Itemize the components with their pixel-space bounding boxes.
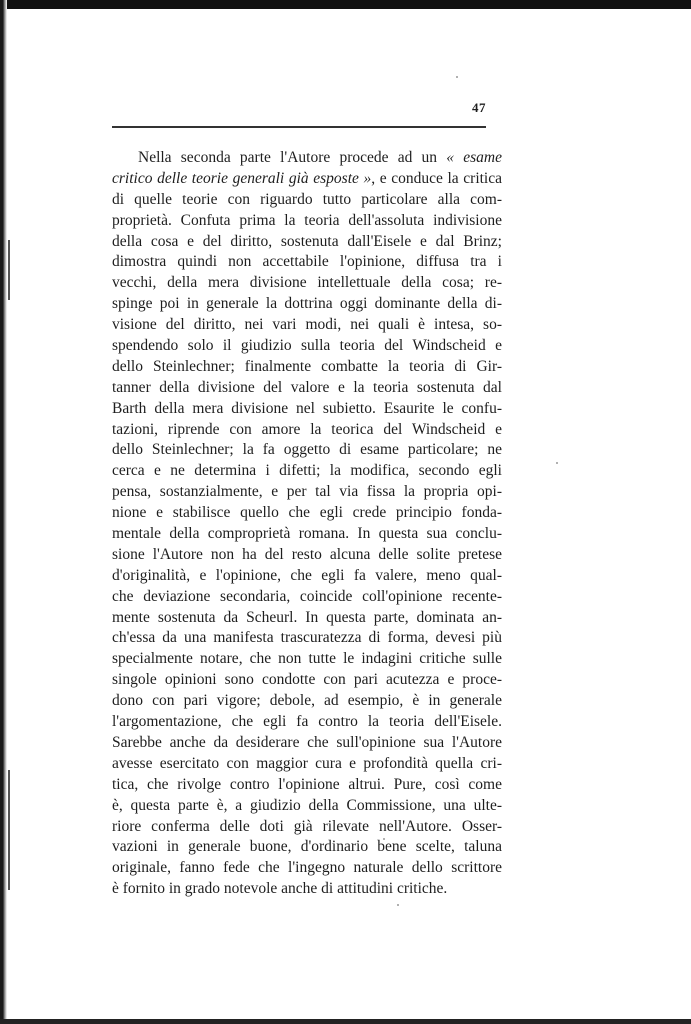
text-run: di quelle teorie con riguardo tutto particolare alla com- xyxy=(112,190,502,208)
text-line xyxy=(112,649,502,670)
text-run: Barth della mera divisione nel subietto. Esaurite le confu- xyxy=(112,399,502,417)
text-run: specialmente notare, che non tutte le indagini critiche sulle xyxy=(112,650,502,668)
text-line xyxy=(112,796,502,817)
text-run: Nella seconda parte l'Autore procede ad un xyxy=(138,149,447,166)
text-run: l'argomentazione, che egli fa contro la teoria dell'Eisele. xyxy=(112,713,502,731)
text-line xyxy=(112,775,502,796)
text-run: , e conduce la critica xyxy=(371,169,502,187)
text-line xyxy=(112,294,502,315)
text-line xyxy=(112,232,502,253)
page-number: 47 xyxy=(472,100,486,115)
text-line xyxy=(112,754,502,775)
text-line xyxy=(112,315,502,336)
text-run: pensa, sostanzialmente, e per tal via fissa la propria opi- xyxy=(112,483,502,501)
text-run: che deviazione secondaria, coincide coll'opinione recente- xyxy=(112,587,502,605)
text-line xyxy=(112,503,502,524)
text-run: dello Steinlechner; la fa oggetto di esame particolare; ne xyxy=(112,441,502,459)
text-line xyxy=(112,524,502,545)
header-rule xyxy=(112,126,486,128)
text-run: vazioni in generale buone, d'ordinario bene scelte, taluna xyxy=(112,838,502,856)
text-line xyxy=(112,712,502,733)
text-run: mente sostenuta da Scheurl. In questa parte, dominata an- xyxy=(112,608,502,626)
paper-speck xyxy=(456,76,458,78)
text-run: Sarebbe anche da desiderare che sull'opinione sua l'Autore xyxy=(112,733,502,751)
text-line xyxy=(112,587,502,608)
text-line xyxy=(112,545,502,566)
text-run: originale, fanno fede che l'ingegno naturale dello scrittore xyxy=(112,859,502,877)
text-line xyxy=(112,378,502,399)
text-line xyxy=(112,858,502,879)
scan-edge-mark xyxy=(8,770,10,890)
text-run: singole opinioni sono condotte con pari acutezza e proce- xyxy=(112,671,502,689)
text-run: spinge poi in generale la dottrina oggi dominante della di- xyxy=(112,295,502,313)
text-line xyxy=(112,482,502,503)
text-run: ch'essa da una manifesta trascuratezza di forma, devesi più xyxy=(112,629,502,647)
scan-border-left xyxy=(0,0,7,1024)
text-run: vecchi, della mera divisione intellettuale della cosa; re- xyxy=(112,274,502,292)
text-line xyxy=(112,169,502,190)
text-run-italic: « esame xyxy=(446,149,502,166)
text-line xyxy=(112,691,502,712)
text-line xyxy=(112,420,502,441)
text-line xyxy=(112,837,502,858)
text-run-italic: critico delle teorie generali già esposte » xyxy=(112,169,372,187)
text-run: d'originalità, e l'opinione, che egli fa valere, meno qual- xyxy=(112,566,502,584)
text-line xyxy=(112,628,502,649)
text-run: mentale della comproprietà romana. In questa sua conclu- xyxy=(112,525,502,543)
text-run: tanner della divisione del valore e la teoria sostenuta dal xyxy=(112,378,502,396)
text-run: avesse esercitato con maggior cura e profondità quella cri- xyxy=(112,754,502,772)
text-run: è, questa parte è, a giudizio della Commissione, una ulte- xyxy=(112,796,502,814)
text-line xyxy=(112,148,502,169)
text-run: dimostra quindi non accettabile l'opinione, diffusa tra i xyxy=(112,253,502,271)
paper-speck xyxy=(397,904,399,906)
text-line xyxy=(112,336,502,357)
text-run: cerca e ne determina i difetti; la modifica, secondo egli xyxy=(112,462,502,480)
scan-border-bottom xyxy=(0,1019,691,1024)
text-line xyxy=(112,817,502,838)
text-run: è fornito in grado notevole anche di attitudini critiche. xyxy=(112,880,448,898)
text-run: dello Steinlechner; finalmente combatte la teoria di Gir- xyxy=(112,357,502,375)
text-run: sione l'Autore non ha del resto alcuna delle solite pretese xyxy=(112,545,502,563)
body-text xyxy=(112,148,502,900)
text-run: dono con pari vigore; debole, ad esempio, è in generale xyxy=(112,692,502,710)
text-line xyxy=(112,566,502,587)
text-run: spendendo solo il giudizio sulla teoria del Windscheid e xyxy=(112,337,502,355)
text-line xyxy=(112,399,502,420)
text-run: visione del diritto, nei vari modi, nei quali è intesa, so- xyxy=(112,316,502,334)
text-line xyxy=(112,608,502,629)
text-line xyxy=(112,670,502,691)
text-line xyxy=(112,357,502,378)
text-line xyxy=(112,879,490,900)
text-line xyxy=(112,733,502,754)
text-line xyxy=(112,252,502,273)
paper-speck xyxy=(556,462,558,464)
text-run: nione e stabilisce quello che egli crede principio fonda- xyxy=(112,504,502,522)
text-run: della cosa e del diritto, sostenuta dall'Eisele e dal Brinz; xyxy=(112,232,502,250)
text-line xyxy=(112,461,502,482)
scan-edge-mark xyxy=(8,240,10,300)
text-run: tazioni, riprende con amore la teorica del Windscheid e xyxy=(112,420,502,438)
text-line xyxy=(112,273,502,294)
text-line xyxy=(112,190,502,211)
scan-border-top xyxy=(0,0,691,9)
text-run: tica, che rivolge contro l'opinione altrui. Pure, così come xyxy=(112,775,502,793)
text-run: riore conferma delle doti già rilevate nell'Autore. Osser- xyxy=(112,817,502,835)
text-line xyxy=(112,440,502,461)
text-line xyxy=(112,211,502,232)
text-run: proprietà. Confuta prima la teoria dell'assoluta indivisione xyxy=(112,211,502,229)
